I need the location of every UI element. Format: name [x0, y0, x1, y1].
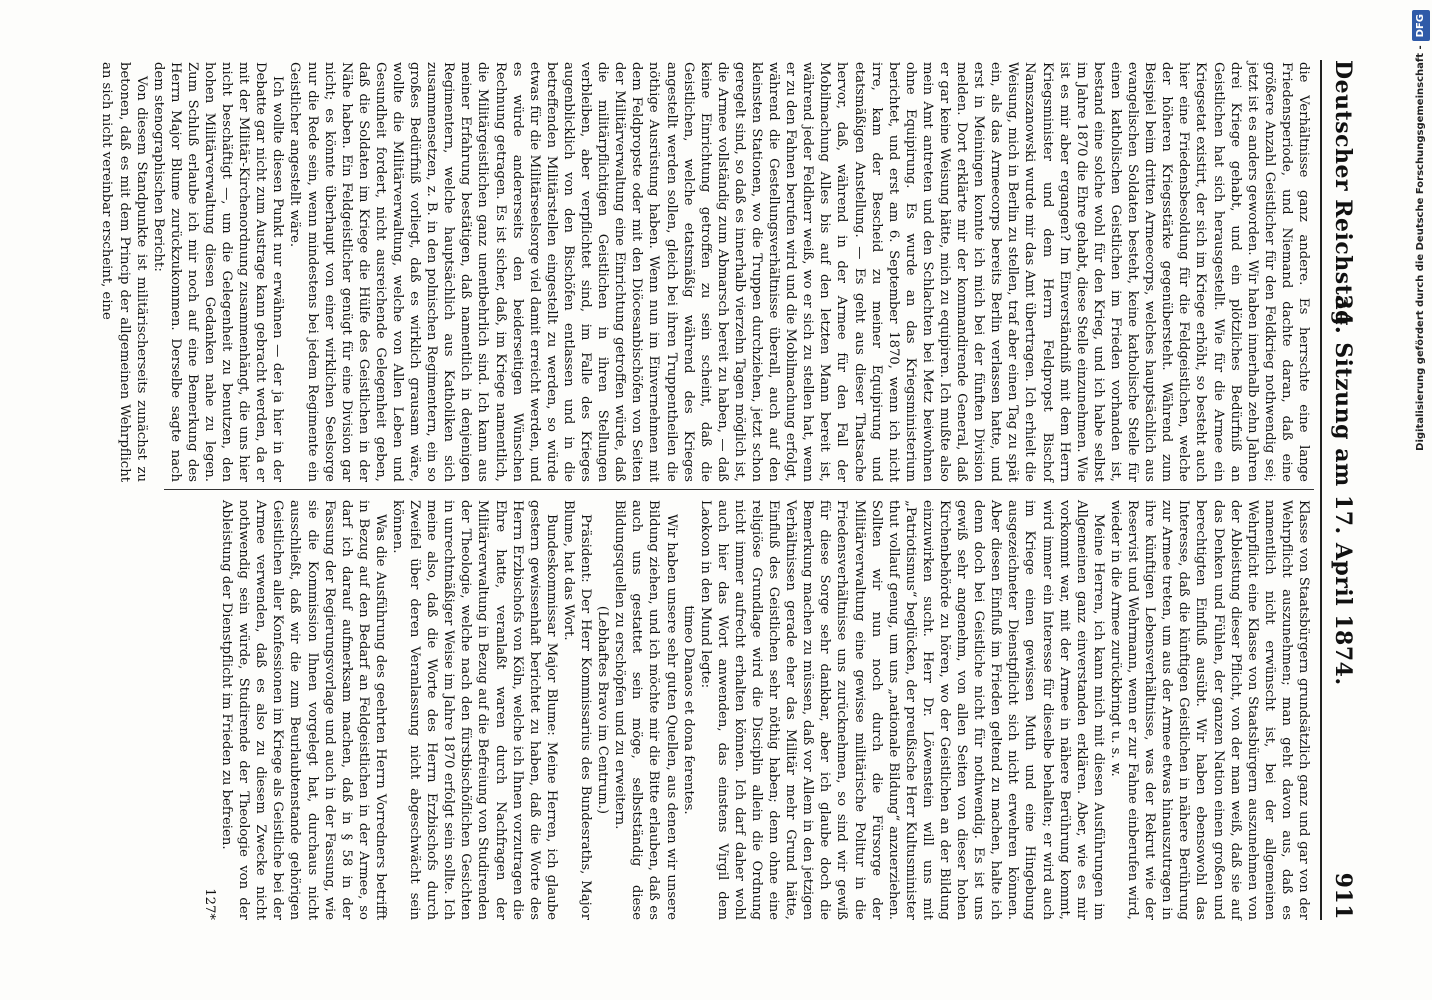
header-session: 34. Sitzung am 17. April 1874. — [1330, 294, 1356, 686]
paragraph: Was die Ausführung des geehrten Herrn Vorredners betrifft in Bezug auf den Bedarf an Feldgeistlichen in der Armee, so darf ich darauf aufmerksam machen, daß in § 58 in der Fassung der Regierungsvorlage und auch in der Fassung, wie sie die Kommission Ihnen vorgelegt hat, durchaus nicht ausschließt, daß wir die zum Beurlaubtenstande gehörigen Geistlichen aller Konfessionen im Kriege als Geistliche bei der Armee verwenden, daß es also zu diesem Zwecke nicht nothwendig sein würde, Studirende der Theologie von der Ableistung der Dienstpflicht im Frieden zu befreien. — [219, 500, 388, 920]
paragraph: Von diesem Standpunkte ist militärischerseits zunächst zu betonen, daß es mit dem Princip der allgemeinen Wehrpflicht an sich nicht vereinbar erscheint, eine — [99, 62, 149, 482]
president-speech: Präsident: Der Herr Kommissarius des Bundesraths, Major Blume, hat das Wort. — [560, 500, 594, 920]
page-header — [1320, 60, 1362, 920]
dfg-logo: DFG — [1412, 10, 1430, 41]
applause-note: (Lebhaftes Bravo im Centrum.) — [595, 605, 611, 815]
digitization-credit — [1412, 10, 1430, 990]
credit-text: Digitalisierung gefördert durch die Deutsche Forschungsgemeinschaft - — [1415, 45, 1426, 451]
paragraph: Klasse von Staatsbürgern grundsätzlich ganz und gar von der Wehrpflicht auszunehmen; man geht davon aus, daß es namentlich nicht erwünscht ist, bei der allgemeinen Wehrpflicht eine Klasse von Staatsbürgern auszunehmen von der Ableistung dieser Pflicht, von der man weiß, daß sie auf das Denken und Fühlen, der ganzen Nation einen großen und berechtigten Einfluß ausübt. Wir haben ebensowohl das Interesse, daß die künftigen Geistlichen in nähere Berührung zur Armee treten, um aus der Armee etwas hinauszutragen in ihre künftigen Lebensverhältnisse, was der Rekrut wie der Reservist und Wehrmann, wenn er zur Fahne einberufen wird, wieder in die Armee zurückbringt u. s. w. — [1107, 500, 1311, 920]
header-page-number: 911 — [1330, 872, 1356, 920]
signature-mark: 127* — [202, 888, 217, 920]
header-publication: Deutscher Reichstag. — [1330, 60, 1356, 335]
latin-quote: timeo Danaos et dona ferentes. — [680, 605, 696, 815]
paragraph: Meine Herren, ich kann mich mit diesen Ausführungen im Allgemeinen ganz einverstanden erklären. Aber, wie es mir vorkommt war, mit der Armee in nähere Berührung kommt, wird immer ein Interesse für dieselbe behalten; er wird auch im Kriege einen gewissen Muth und eine Hingebung ausgezeichneter Dienstpflicht sich nicht erwehren können. Aber diesen Einfluß im Frieden geltend zu machen, halte ich denn doch bei Geistliche nicht für nothwendig. Es ist uns gewiß sehr angenehm, von allen Seiten von dieser hohen Kirchenbehörde zu hören, wo der Geistlichen an der Bildung einzuwirken sucht. Herr Dr. Löwenstein will uns mit „Patriotismus“ beglücken, der preußische Herr Kultusminister thut vollauf genug, um uns „nationale Bildung“ anzuerziehen. Sollten wir nun noch durch die Fürsorge der Militärverwaltung eine gewisse militärische Politur in die Friedensverhältnisse uns zurücknehmen, so sind wir gewiß für diese Sorge sehr dankbar, aber ich glaube doch die Bemerkung machen zu müssen, daß vor Allem in den jetzigen Verhältnissen gerade eher das Militär mehr Grund hätte, Einfluß des Geistlichen sehr nöthig haben; denn ohne eine religiöse Grundlage wird die Disciplin allein die Ordnung nicht immer aufrecht erhalten können. Ich darf daher wohl auch hier das Wort anwenden, das einstens Virgil dem Laokoon in den Mund legte: — [697, 500, 1106, 920]
column-divider — [164, 489, 1314, 490]
paragraph: Wir haben unsere sehr guten Quellen, aus denen wir unsere Bildung ziehen, und ich möchte mir die Bitte erlauben, daß es auch uns gestattet sein möge, selbstständig diese Bildungsquellen zu erschöpfen und zu erweitern. — [612, 500, 679, 920]
commissioner-speech: Bundeskommissar Major Blume: Meine Herren, ich glaube gestern gewissenhaft berichtet zu haben, daß die Worte des Herrn Erzbischofs von Köln, welche ich Ihnen vorzutragen die Ehre hatte, veranlaßt waren durch Nachfragen der Militärverwaltung in Bezug auf die Befreiung von Studirenden der Theologie, welche nach den fürstbischöflichen Gesichten in unrechtmäßiger Weise im Jahre 1870 erfolgt sein sollte. Ich meine also, daß die Worte des Herrn Erzbischofs durch Zweifel über deren Veranlassung nicht abgeschwächt sein können. — [390, 500, 559, 920]
paragraph: die Verhältnisse ganz andere. Es herrschte eine lange Friedensperiode, und Niemand dachte daran, daß eine größere Anzahl Geistlicher für den Feldkrieg nothwendig sei; jetzt ist es anders geworden. Wir haben innerhalb zehn Jahren drei Kriege gehabt, und ein plötzliches Bedürfniß an Geistlichen hat sich herausgestellt. Wie für die Armee ein Kriegsetat existirt, der sich im Kriege erhöht, so besteht auch hier eine Friedensbesoldung für die Feldgeistlichen, welche der höheren Kriegsstärke gegenübersteht. Während zum Beispiel beim dritten Armeecorps, welches hauptsächlich aus evangelischen Soldaten besteht, keine katholische Stelle für einen katholischen Geistlichen im Frieden vorhanden ist, bestand eine solche wohl für den Krieg, und ich habe selbst im Jahre 1870 die Ehre gehabt, diese Stelle einzunehmen. Wie ist es mir aber ergangen? Im Einverständniß mit dem Herrn Kriegsminister und dem Herrn Feldpropst Bischof Namszanowski wurde mir das Amt übertragen. Ich erhielt die Weisung, mich in Berlin zu stellen, traf aber einen Tag zu spät ein, als das Armeecorps bereits Berlin verlassen hatte, und erst in Meiningen konnte ich mich bei der fünften Division melden. Dort erklärte mir der kommandirende General, daß er gar keine Weisung hätte, mich zu equipiren. Ich mußte also mein Amt antreten und den Schlachten bei Metz beiwohnen ohne Equipirung. Es wurde an das Kriegsministerium berichtet, und erst am 6. September 1870, wenn ich nicht irre, kam der Bescheid zu meiner Equipirung und etatsmäßigen Anstellung. — Es geht aus dieser Thatsache hervor, daß, während in der Armee für den Fall der Mobilmachung Alles bis auf den letzten Mann bereit ist, während jeder Feldherr weiß, wo er sich zu stellen hat, wenn er zu den Fahnen berufen wird und die Mobilmachung erfolgt, während die Gestellungsverhältnisse überall, auch auf den kleinsten Stationen, wo die Truppen durchziehen, jetzt schon geregelt sind, so daß es innerhalb vierzehn Tagen möglich ist, die Armee vollständig zum Abmarsch bereit zu haben, — daß keine Einrichtung getroffen zu sein scheint, daß die Geistlichen, welche etatsmäßig während des Krieges angestellt werden sollen, gleich bei ihren Truppentheilen die nöthige Ausrüstung haben. Wenn nun im Einvernehmen mit dem Feldpropste oder mit den Diöcesanbischöfen von Seiten der Militärverwaltung eine Einrichtung getroffen würde, daß die militärpflichtigen Geistlichen in ihren Stellungen verbleiben, aber verpflichtet sind, im Falle des Krieges augenblicklich von den Bischöfen entlassen und in die betreffenden Militärstellen eingestellt zu werden, so würde etwas für die Militärseelsorge viel damit erreicht werden, und es würde andererseits den beiderseitigen Wünschen Rechnung getragen. Es ist sicher, daß, im Kriege namentlich, die Militärgeistlichen ganz unentbehrlich sind. Ich kann aus meiner Erfahrung bestätigen, daß namentlich in denjenigen Regimentern, welche hauptsächlich aus Katholiken sich zusammensetzen, z. B. in den polnischen Regimentern, ein so großes Bedürfniß vorliegt, daß es wirklich grausam wäre, wollte die Militärverwaltung, welche von Allen Leben und Gesundheit fordert, nicht ausreichende Gelegenheit geben, daß die Soldaten im Kriege die Hülfe des Geistlichen in der Nähe haben. Ein Feldgeistlicher genügt für eine Division gar nicht; es könnte überhaupt von einer wirklichen Seelsorge nur die Rede sein, wenn mindestens bei jedem Regimente ein Geistlicher angestellt wäre. — [287, 62, 1311, 482]
left-column — [99, 62, 1312, 482]
paragraph: Ich wollte diesen Punkt nur erwähnen — der ja hier in der Debatte gar nicht zum Austrage kann gebracht werden, da er mit der Militär-Kirchenordnung zusammenhängt, die uns hier nicht beschäftigt —, um die Gelegenheit zu benutzen, den hohen Militärverwaltung diesen Gedanken nahe zu legen. Zum Schluß erlaube ich mir noch auf eine Bemerkung des Herrn Major Blume zurückzukommen. Derselbe sagte nach dem stenographischen Bericht: — [150, 62, 286, 482]
right-column — [192, 500, 1312, 920]
